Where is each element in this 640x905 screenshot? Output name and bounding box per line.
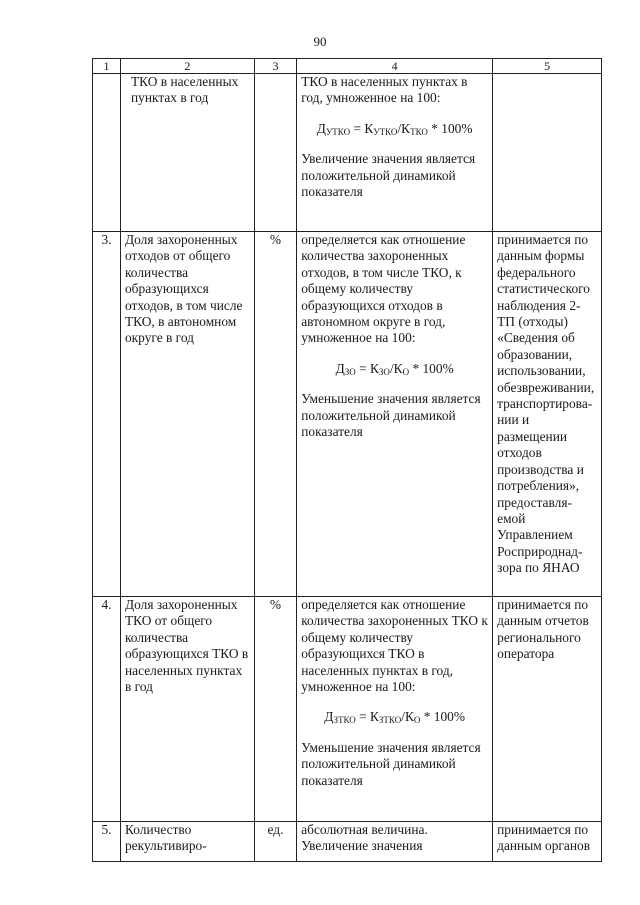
formula-lhs-sub: ЗО	[344, 366, 356, 377]
row-number: 4.	[93, 597, 121, 822]
unit: ед.	[254, 822, 297, 862]
formula-lhs: Д	[335, 360, 345, 376]
method-text: определяется как отношение количества захороненных ТКО к общему количеству образующихся ТКО в населенных пунктах в год, умноженное на 100:	[301, 597, 488, 695]
indicator-name	[120, 232, 254, 597]
formula-lhs: Д	[324, 709, 334, 725]
source-text: принимается по данным формы федерального статистического наблюдения 2-ТП (отходы) «Сведения об образовании, использовании, обезвреживании, транспортирова-нии и размещении отходов производства и потребления», предоставля-емой Управлением Росприроднад-зора по ЯНАО	[497, 232, 595, 576]
method-cell	[297, 74, 493, 232]
unit: %	[254, 597, 297, 822]
formula-div: /К	[401, 709, 414, 725]
source-cell	[493, 74, 602, 232]
header-col-1: 1	[93, 59, 121, 74]
note-text: Увеличение значения является положительной динамикой показателя	[301, 151, 476, 200]
source-cell	[493, 597, 602, 822]
method-text: абсолютная величина. Увеличение значения	[301, 822, 428, 854]
row-number	[93, 74, 121, 232]
formula-den-sub: О	[402, 366, 410, 377]
formula-div: /К	[389, 360, 403, 376]
note-text: Уменьшение значения является положительной динамикой показателя	[301, 391, 481, 440]
formula-eq: = К	[355, 709, 379, 725]
formula	[301, 121, 488, 137]
header-col-5: 5	[493, 59, 602, 74]
indicator-name-text: Доля захороненных ТКО от общего количества образующихся ТКО в населенных пунктах в год	[124, 597, 249, 695]
row-number: 5.	[93, 822, 121, 862]
table-row	[93, 74, 602, 232]
indicator-name-text: ТКО в населенных пунктах в год	[130, 74, 239, 106]
indicators-table	[92, 58, 602, 862]
source-text: принимается по данным отчетов регионального оператора	[497, 597, 589, 662]
unit: %	[254, 232, 297, 597]
page-number: 90	[313, 34, 327, 49]
method-text: ТКО в населенных пунктах в год, умноженное на 100:	[301, 74, 468, 106]
formula-den-sub: О	[413, 715, 421, 726]
indicator-name	[120, 822, 254, 862]
formula-den-sub: ТКО	[410, 126, 428, 137]
formula	[301, 361, 488, 377]
formula-lhs-sub: ЗТКО	[333, 715, 356, 726]
formula-eq: = К	[355, 360, 379, 376]
source-text: принимается по данным органов	[497, 822, 591, 854]
method-cell	[297, 597, 493, 822]
header-col-3: 3	[254, 59, 297, 74]
formula-lhs: Д	[316, 120, 326, 136]
table-row	[93, 822, 602, 862]
method-text: определяется как отношение количества захороненных отходов, в том числе ТКО, к общему количеству образующихся отходов в автономном округе в год, умноженное на 100:	[301, 232, 466, 346]
header-col-4: 4	[297, 59, 493, 74]
formula-lhs-sub: УТКО	[325, 126, 351, 137]
formula-div: /К	[397, 120, 411, 136]
formula-tail: * 100%	[409, 360, 454, 376]
header-col-2: 2	[120, 59, 254, 74]
formula-num-sub: УТКО	[373, 126, 398, 137]
formula-num-sub: ЗТКО	[378, 715, 402, 726]
header-row	[93, 59, 602, 74]
unit	[254, 74, 297, 232]
formula	[301, 709, 488, 725]
formula-tail: * 100%	[427, 120, 473, 136]
method-cell	[297, 822, 493, 862]
method-cell	[297, 232, 493, 597]
indicator-name	[120, 597, 254, 822]
formula-eq: = К	[350, 120, 374, 136]
indicator-name-text: Количество рекультивиро-	[124, 822, 207, 854]
indicator-name	[120, 74, 254, 232]
formula-num-sub: ЗО	[378, 366, 390, 377]
source-cell	[493, 822, 602, 862]
table-row	[93, 232, 602, 597]
indicator-name-text: Доля захороненных отходов от общего количества образующихся отходов, в том числе ТКО, в автономном округе в год	[124, 232, 243, 346]
table-row	[93, 597, 602, 822]
source-cell	[493, 232, 602, 597]
row-number: 3.	[93, 232, 121, 597]
formula-tail: * 100%	[420, 709, 466, 725]
note-text: Уменьшение значения является положительной динамикой показателя	[301, 739, 481, 788]
